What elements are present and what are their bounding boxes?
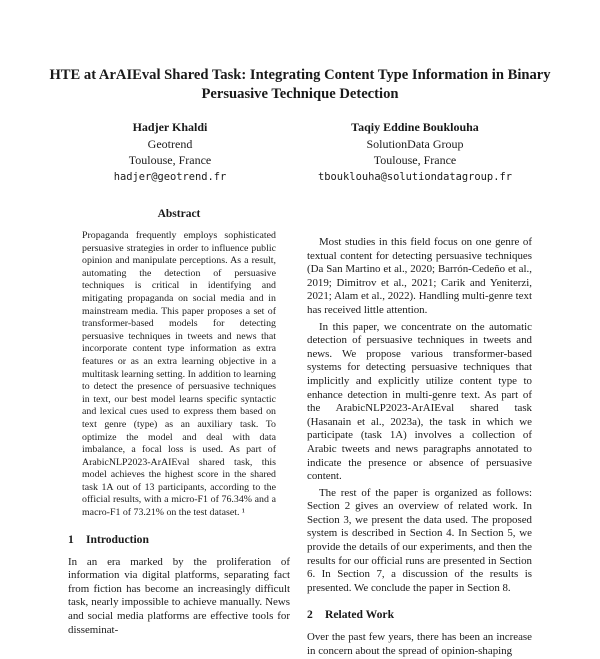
author-location: Toulouse, France xyxy=(373,153,457,167)
section-heading-introduction xyxy=(68,533,290,547)
author-affiliation: Geotrend xyxy=(147,136,193,151)
paper-title: HTE at ArAIEval Shared Task: Integrating Content Type Information in Binary Persuasive Technique Detection xyxy=(49,67,551,102)
body-paragraph: Over the past few years, there has been an increase in concern about the spread of opinion-shaping xyxy=(307,631,532,658)
author-email[interactable]: tbouklouha@solutiondatagroup.fr xyxy=(318,170,512,183)
section-number: 2 xyxy=(307,608,313,622)
section-title: Introduction xyxy=(86,532,149,546)
abstract-text: Propaganda frequently employs sophisticated persuasive strategies in order to influence public opinion and manipulate perceptions. As a result, automating the detection of persuasive techniques is critical in identifying and mitigating propaganda on social media and in mainstream media. This paper proposes a set of transformer-based models for detecting persuasive techniques in tweets and news that incorporate content type information as extra features or as an extra learning objective in a multitask learning setting. In addition to learning to detect the presence of persuasive techniques in text, our best model learns specific syntactic and lexical cues used to express them based on text genre (type) as an auxiliary task. To optimize the model and deal with data imbalance, a focal loss is used. As part of ArabicNLP2023-ArAIEval shared task, this model achieves the highest score in the shared task 1A out of 13 participants, according to the official results, with a micro-F1 of 76.34% and a macro-F1 of 73.21% on the test dataset. ¹ xyxy=(82,230,276,519)
section-heading-related-work xyxy=(307,608,532,622)
author-block-2 xyxy=(295,119,535,185)
section-title: Related Work xyxy=(325,608,395,622)
author-name: Hadjer Khaldi xyxy=(132,120,208,134)
body-paragraph: In this paper, we concentrate on the automatic detection of persuasive techniques in tweets and news. We propose various transformer-based systems for detecting persuasive techniques that implicitly and explicitly utilize content type to enhance detection in multi-genre text. As part of the ArabicNLP2023-ArAIEval shared task (Hasanain et al., 2023a), the task in which we participate (task 1A) involves a collection of Arabic tweets and news paragraphs annotated to indicate the presence or absence of persuasive content. xyxy=(307,320,532,483)
body-paragraph: In an era marked by the proliferation of information via digital platforms, separating fact from fiction has become an increasingly difficult task, nearly impossible to achieve manually. News and social media platforms are effective tools for disseminat- xyxy=(68,555,290,636)
left-column xyxy=(68,207,290,637)
body-paragraph: The rest of the paper is organized as follows: Section 2 gives an overview of related work. In Section 3, we present the data used. The proposed system is described in Section 4. In Section 5, we provide the details of our experiments, and then the results for our official runs are presented in Section 6. In Section 7, a discussion of the results is presented. We conclude the paper in Section 8. xyxy=(307,486,532,594)
author-name: Taqiy Eddine Bouklouha xyxy=(351,120,479,134)
author-affiliation: SolutionData Group xyxy=(366,136,464,151)
author-block-1 xyxy=(50,119,290,185)
abstract-heading: Abstract xyxy=(157,208,201,220)
author-location: Toulouse, France xyxy=(128,153,212,167)
right-column xyxy=(307,236,532,659)
section-number: 1 xyxy=(68,532,74,546)
body-paragraph: Most studies in this field focus on one genre of textual content for detecting persuasive techniques (Da San Martino et al., 2020; Barrón-Cedeño et al., 2019; Dimitrov et al., 2021; Carik and Yeniterzi, 2021; Alam et al., 2022). Handling multi-genre text has received little attention. xyxy=(307,236,532,316)
author-email[interactable]: hadjer@geotrend.fr xyxy=(113,170,227,183)
